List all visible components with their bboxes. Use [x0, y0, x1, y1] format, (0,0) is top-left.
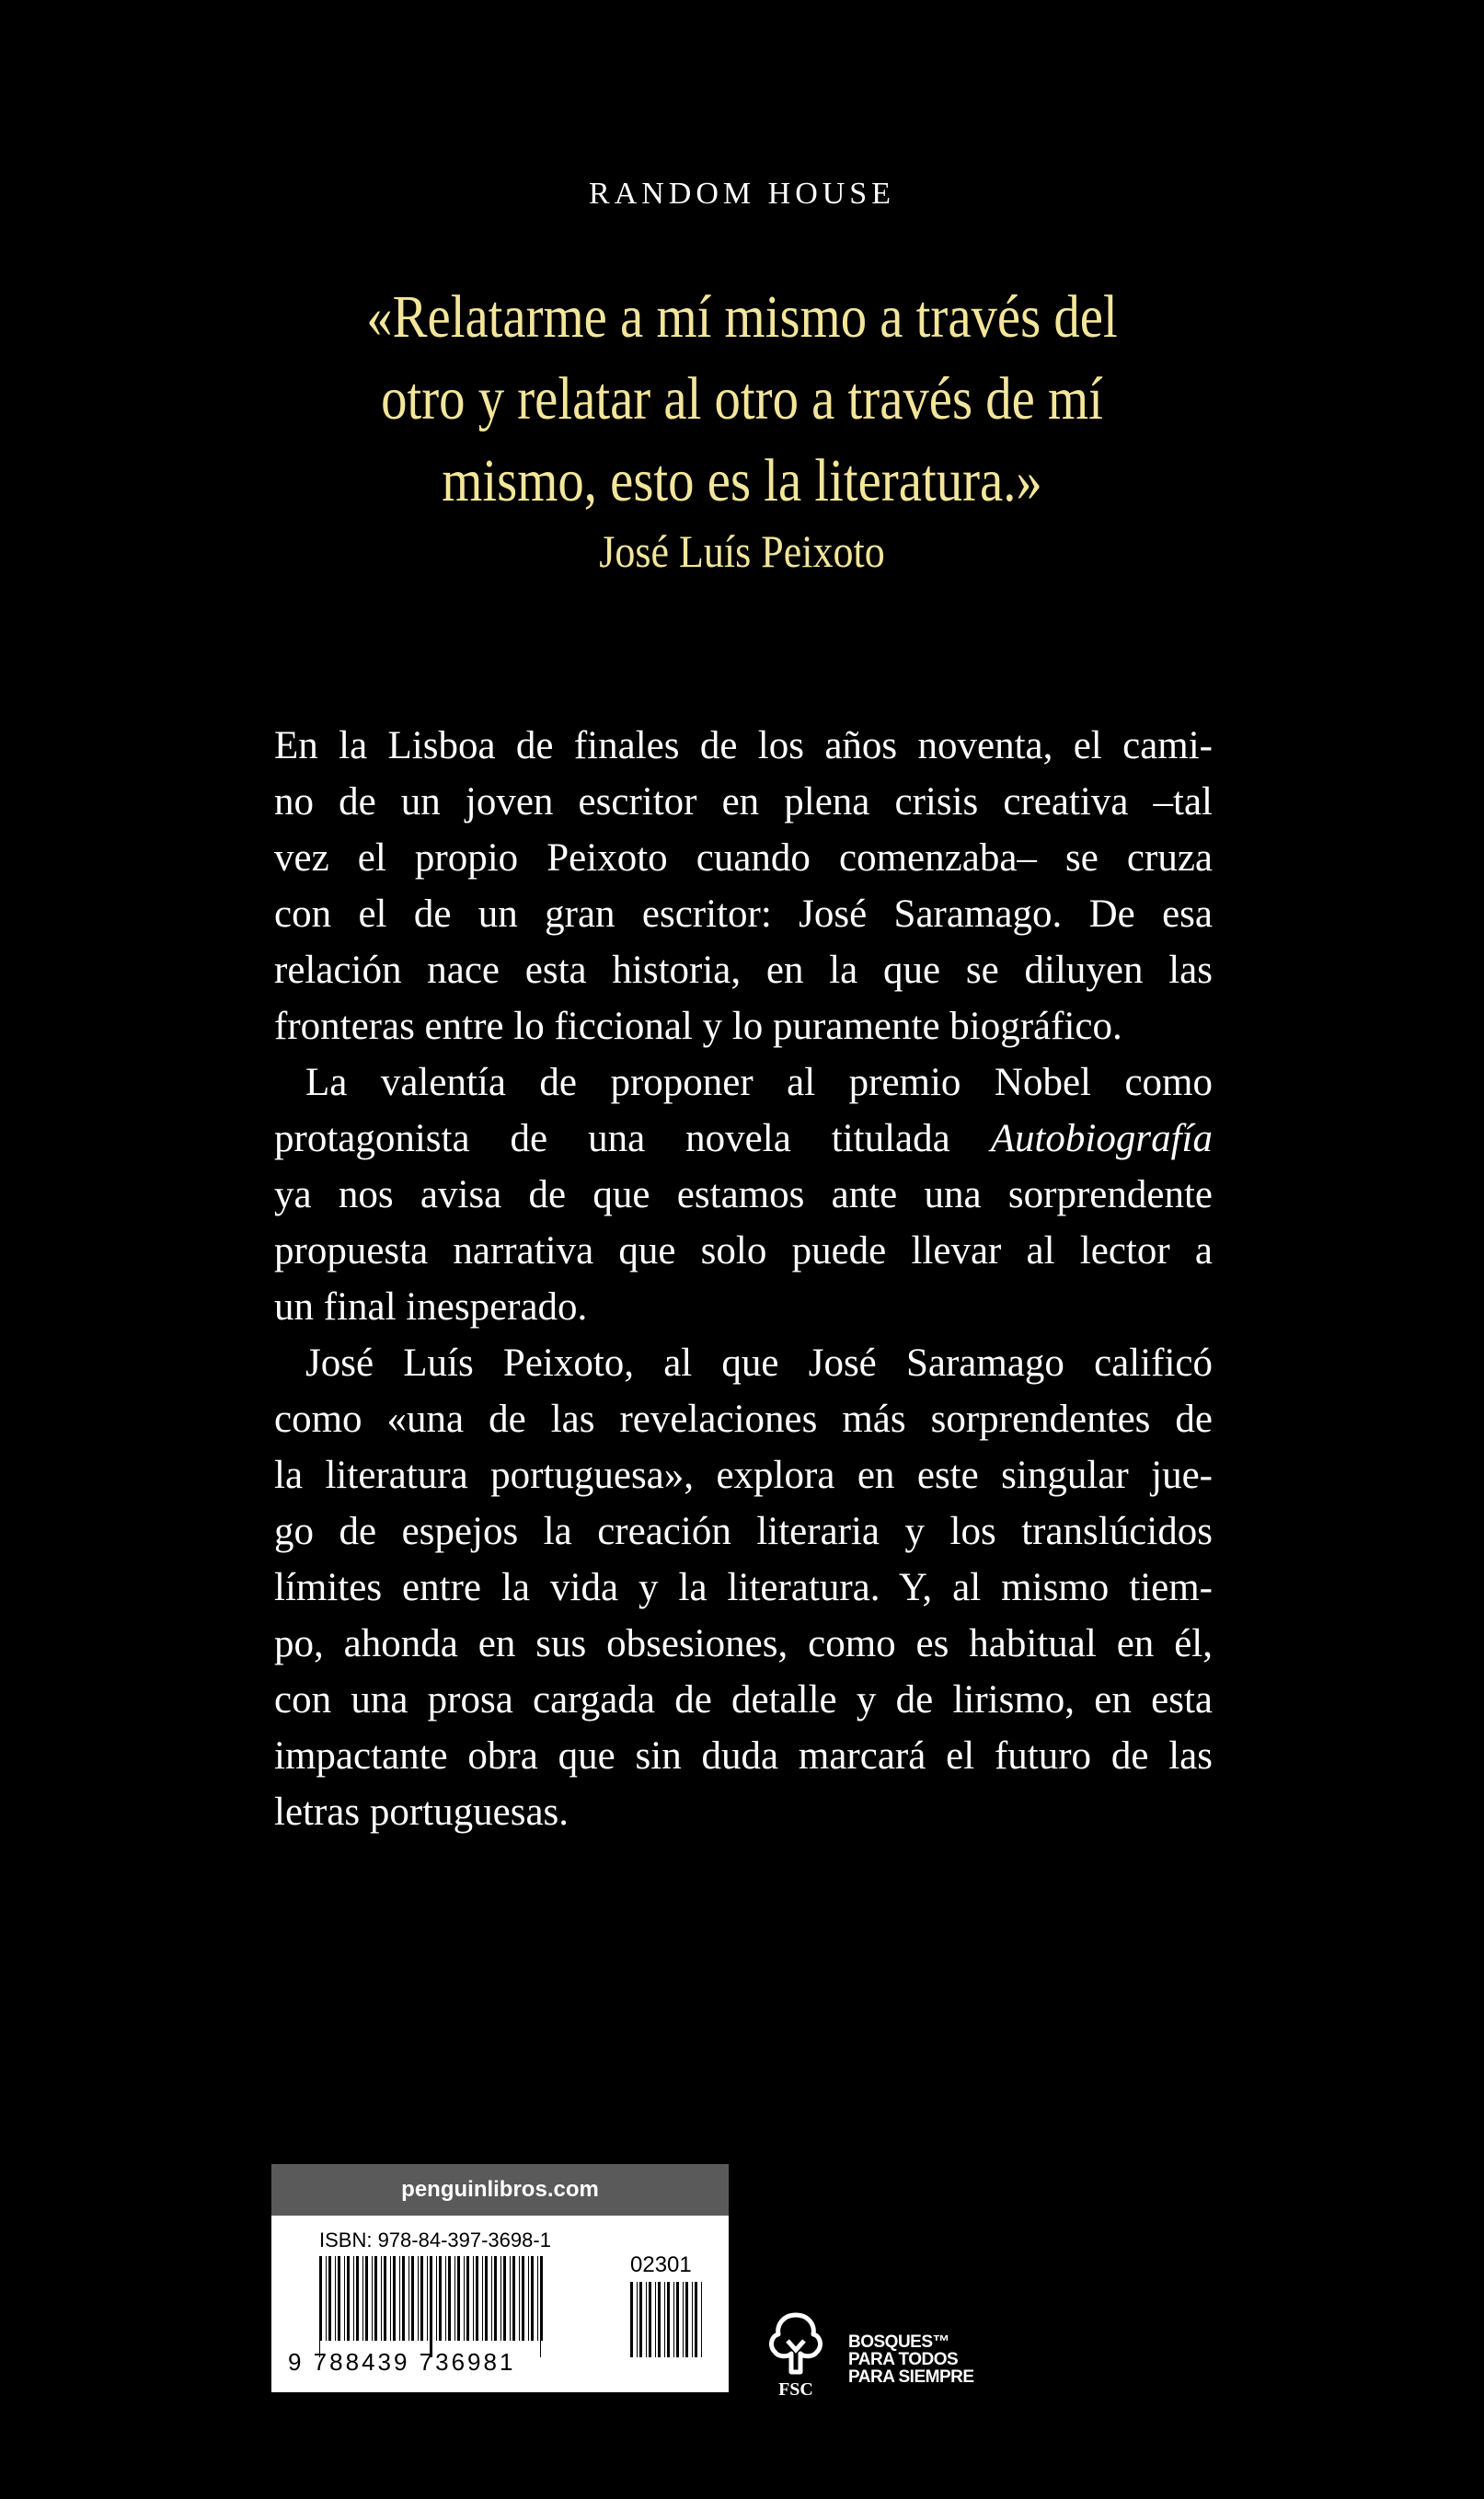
fsc-claim-line: BOSQUES™ — [848, 2332, 950, 2352]
blurb-line: La valentía de proponer al premio Nobel como — [305, 1061, 1213, 1104]
blurb-line: límites entre la vida y la literatura. Y, al mismo tiem- — [274, 1566, 1213, 1609]
blurb — [274, 718, 1213, 1840]
quote-author: José Luís Peixoto — [599, 525, 885, 577]
barcode-box — [271, 2164, 729, 2392]
website-label: penguinlibros.com — [271, 2164, 729, 2216]
blurb-line: la literatura portuguesa», explora en este singular jue- — [274, 1454, 1213, 1497]
pull-quote — [293, 276, 1190, 522]
blurb-line — [274, 1111, 1213, 1167]
fsc-claim — [848, 2333, 974, 2386]
blurb-line: vez el propio Peixoto cuando comenzaba– se cruza — [274, 836, 1213, 880]
price-code-label: 02301 — [630, 2252, 692, 2277]
blurb-line: con una prosa cargada de detalle y de lirismo, en esta — [274, 1678, 1213, 1722]
blurb-line: propuesta narrativa que solo puede llevar al lector a — [274, 1229, 1213, 1273]
tree-icon — [764, 2309, 828, 2379]
isbn-label: ISBN: 978-84-397-3698-1 — [319, 2228, 551, 2251]
fsc-claim-line: PARA SIEMPRE — [848, 2367, 974, 2387]
blurb-line: En la Lisboa de finales de los años noventa, el cami- — [274, 724, 1213, 767]
fsc-tag: FSC — [778, 2379, 813, 2400]
blurb-line: impactante obra que sin duda marcará el futuro de las — [274, 1734, 1213, 1778]
blurb-line: letras portuguesas. — [274, 1791, 569, 1834]
fsc-claim-line: PARA TODOS — [848, 2350, 959, 2369]
fsc-logo — [764, 2309, 1003, 2400]
blurb-line: como «una de las revelaciones más sorprendentes de — [274, 1398, 1213, 1441]
blurb-line: José Luís Peixoto, al que José Saramago calificó — [305, 1342, 1213, 1385]
barcode-digits: 9 788439 736981 — [288, 2348, 516, 2376]
blurb-line: fronteras entre lo ficcional y lo puramente biográfico. — [274, 1005, 1122, 1048]
quote-line: «Relatarme a mí mismo a través del — [366, 283, 1118, 351]
blurb-line: relación nace esta historia, en la que se diluyen las — [274, 949, 1213, 992]
publisher-name: RANDOM HOUSE — [589, 177, 895, 211]
blurb-line: po, ahonda en sus obsesiones, como es habitual en él, — [274, 1622, 1213, 1665]
blurb-line: un final inesperado. — [274, 1285, 588, 1329]
blurb-line: con el de un gran escritor: José Saramago. De esa — [274, 892, 1213, 936]
book-title: Autobiografía — [990, 1117, 1213, 1160]
blurb-line: no de un joven escritor en plena crisis creativa –tal — [274, 780, 1213, 823]
quote-line: mismo, esto es la literatura.» — [442, 447, 1042, 514]
blurb-text: protagonista de una novela titulada — [274, 1117, 991, 1160]
blurb-line: go de espejos la creación literaria y los translúcidos — [274, 1510, 1213, 1553]
blurb-line: ya nos avisa de que estamos ante una sorprendente — [274, 1173, 1213, 1216]
quote-line: otro y relatar al otro a través de mí — [381, 365, 1103, 432]
